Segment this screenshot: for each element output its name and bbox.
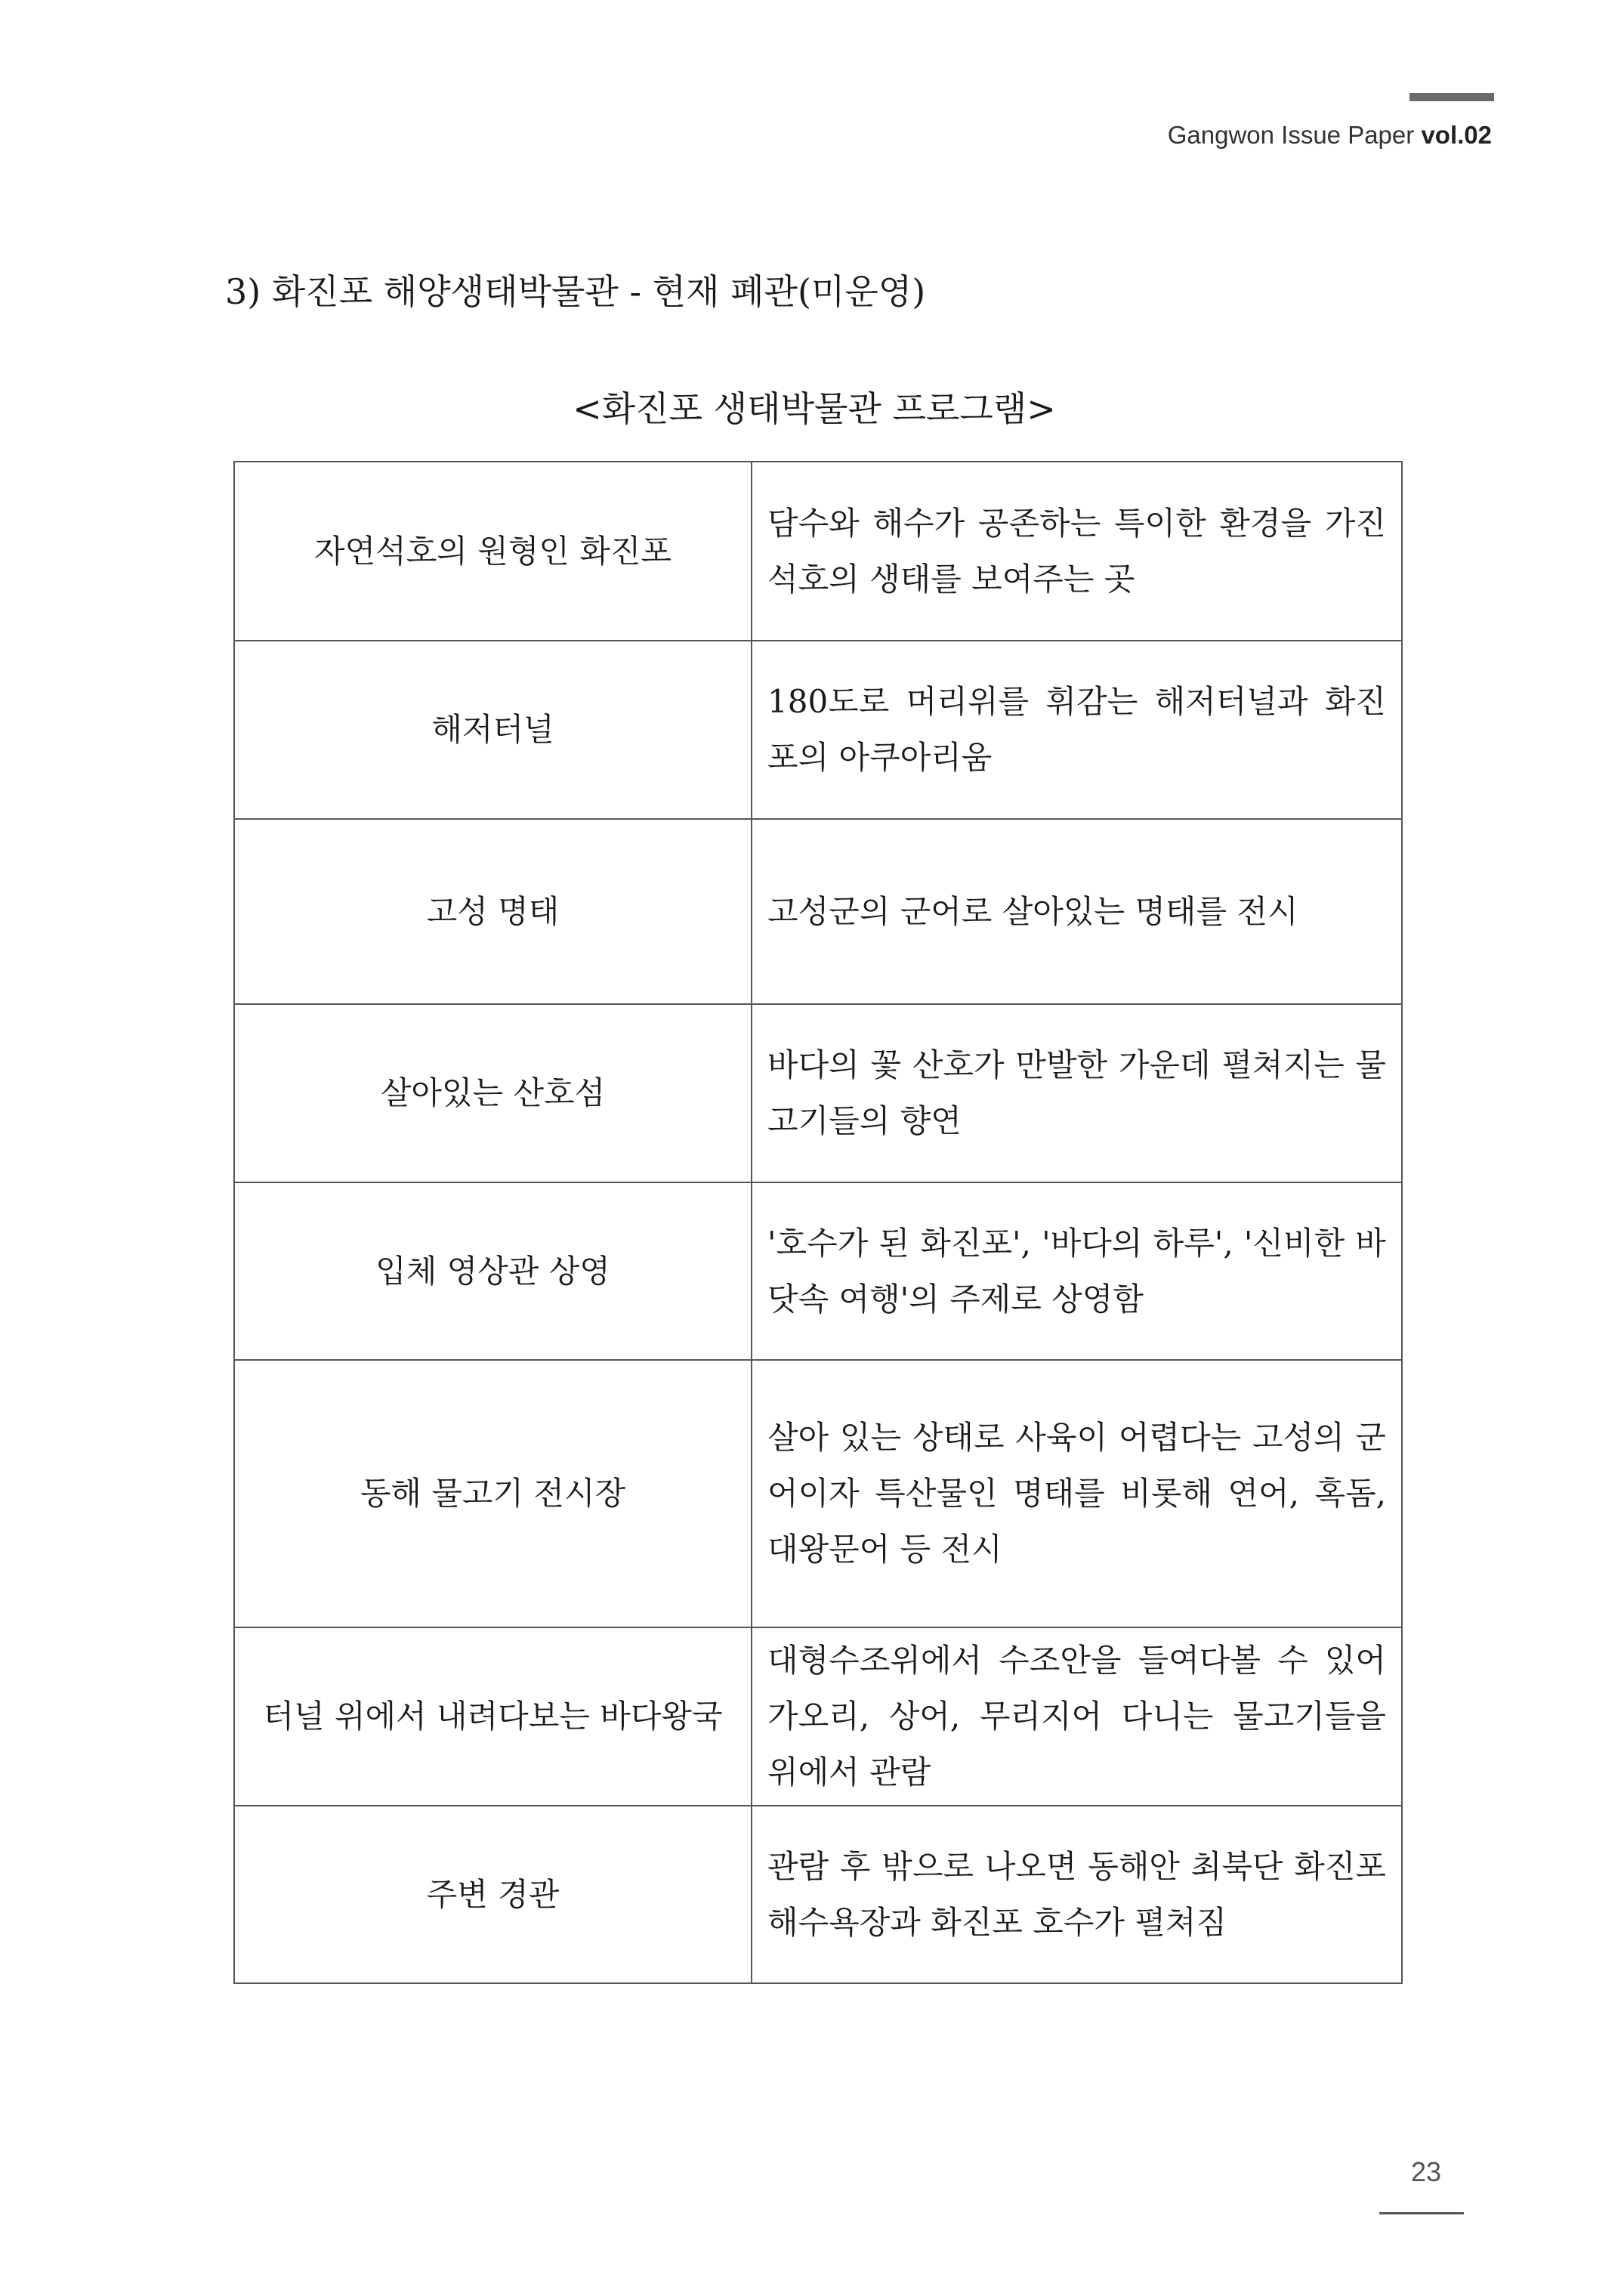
program-name-cell: 동해 물고기 전시장 xyxy=(234,1360,752,1627)
table-row xyxy=(234,462,1402,641)
program-description-cell: 고성군의 군어로 살아있는 명태를 전시 xyxy=(752,819,1402,1004)
program-description-cell: 살아 있는 상태로 사육이 어렵다는 고성의 군어이자 특산물인 명태를 비롯해 연어, 혹돔, 대왕문어 등 전시 xyxy=(752,1360,1402,1627)
program-name-cell: 터널 위에서 내려다보는 바다왕국 xyxy=(234,1627,752,1806)
header-accent-bar xyxy=(1409,93,1494,101)
table-row xyxy=(234,641,1402,819)
footer-rule xyxy=(1379,2212,1464,2214)
program-description-cell: 180도로 머리위를 휘감는 해저터널과 화진포의 아쿠아리움 xyxy=(752,641,1402,819)
program-name-cell: 살아있는 산호섬 xyxy=(234,1004,752,1182)
section-heading: 3) 화진포 해양생태박물관 - 현재 폐관(미운영) xyxy=(225,271,926,312)
table-row xyxy=(234,819,1402,1004)
program-name-cell: 자연석호의 원형인 화진포 xyxy=(234,462,752,641)
table-row xyxy=(234,1806,1402,1983)
publication-title: Gangwon Issue Paper xyxy=(1167,121,1422,149)
program-name-cell: 고성 명태 xyxy=(234,819,752,1004)
table-row xyxy=(234,1627,1402,1806)
page-number: 23 xyxy=(1410,2156,1442,2187)
program-description-cell: 대형수조위에서 수조안을 들여다볼 수 있어 가오리, 상어, 무리지어 다니는 물고기들을 위에서 관람 xyxy=(752,1627,1402,1806)
program-table xyxy=(233,461,1403,1984)
table-row xyxy=(234,1360,1402,1627)
program-name-cell: 입체 영상관 상영 xyxy=(234,1182,752,1360)
program-description-cell: '호수가 된 화진포', '바다의 하루', '신비한 바닷속 여행'의 주제로 상영함 xyxy=(752,1182,1402,1360)
table-row xyxy=(234,1182,1402,1360)
program-description-cell: 바다의 꽃 산호가 만발한 가운데 펼쳐지는 물고기들의 향연 xyxy=(752,1004,1402,1182)
table-caption: <화진포 생태박물관 프로그램> xyxy=(573,388,1056,429)
table-row xyxy=(234,1004,1402,1182)
program-name-cell: 주변 경관 xyxy=(234,1806,752,1983)
program-name-cell: 해저터널 xyxy=(234,641,752,819)
program-description-cell: 담수와 해수가 공존하는 특이한 환경을 가진 석호의 생태를 보여주는 곳 xyxy=(752,462,1402,641)
publication-header xyxy=(1168,121,1492,150)
publication-volume: vol.02 xyxy=(1421,121,1492,149)
program-description-cell: 관람 후 밖으로 나오면 동해안 최북단 화진포 해수욕장과 화진포 호수가 펼쳐짐 xyxy=(752,1806,1402,1983)
